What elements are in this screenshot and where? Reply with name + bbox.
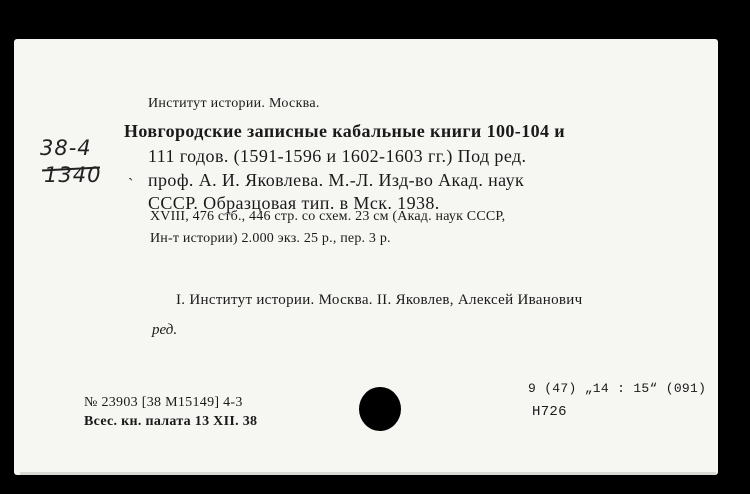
tracing-line-2: ред. xyxy=(152,322,178,338)
card-punch-hole xyxy=(359,387,401,431)
collation-line-1: XVIII, 476 стб., 446 стр. со схем. 23 см (Акад. наук СССР, xyxy=(150,209,506,224)
call-number-top: 38-4 xyxy=(40,136,92,160)
classification-index: 9 (47) „14 : 15“ (091) xyxy=(528,381,707,396)
tracing-line-1: I. Институт истории. Москва. II. Яковлев, Алексей Иванович xyxy=(176,292,583,308)
title-line-2: 111 годов. (1591-1596 и 1602-1603 гг.) Под ред. xyxy=(148,146,527,166)
title-line-3: проф. А. И. Яковлева. М.-Л. Изд-во Акад. наук xyxy=(148,170,525,190)
collation-line-2: Ин-т истории) 2.000 экз. 25 р., пер. 3 р. xyxy=(150,231,391,246)
book-chamber-stamp: Всес. кн. палата 13 XII. 38 xyxy=(84,414,258,429)
title-line-1: Новгородские записные кабальные книги 100-104 и xyxy=(124,121,566,141)
registration-number: № 23903 [38 М15149] 4-3 xyxy=(84,395,243,410)
stray-mark: ` xyxy=(128,176,134,193)
title-line-4: СССР. Образцовая тип. в Мск. 1938. xyxy=(148,193,440,213)
author-mark: Н726 xyxy=(532,404,567,420)
call-number-bottom: 1340 xyxy=(44,163,102,187)
author-institution: Институт истории. Москва. xyxy=(148,96,320,111)
card-edge xyxy=(20,472,716,475)
